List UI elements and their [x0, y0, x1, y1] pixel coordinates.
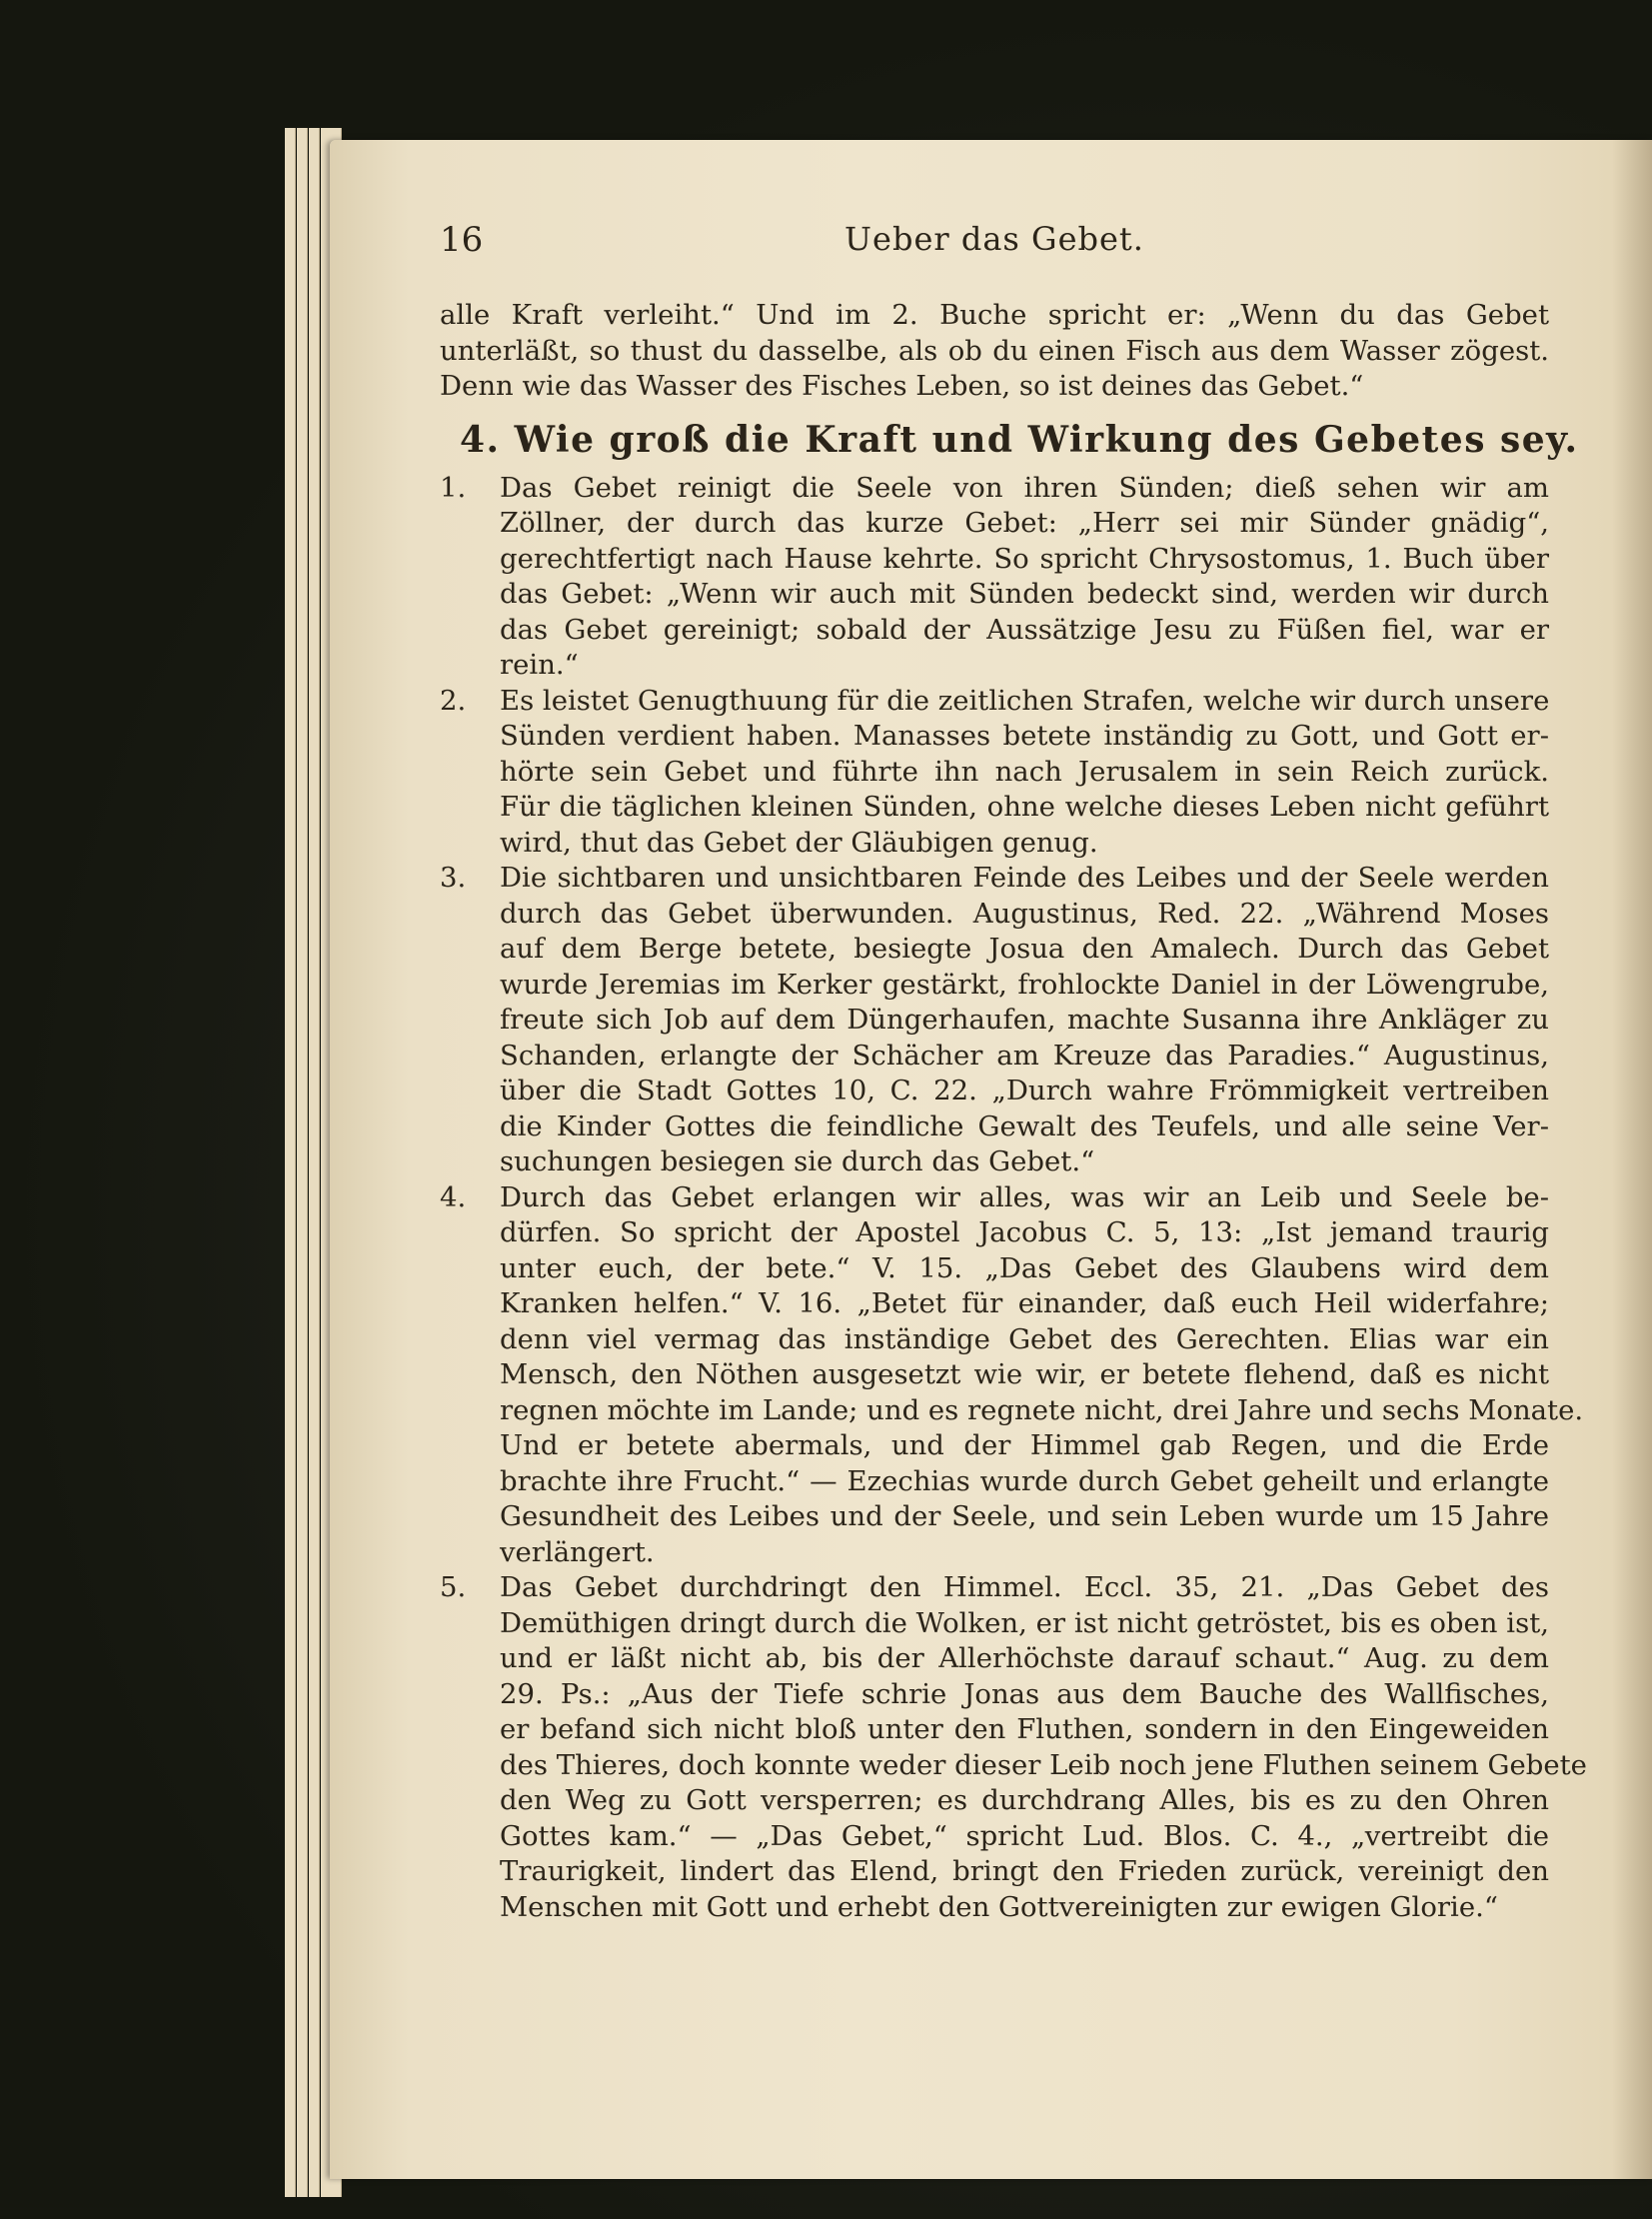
page-edge	[309, 128, 320, 2197]
text-line: Das Gebet reinigt die Seele von ihren Sünden; dieß sehen wir am	[500, 471, 1549, 504]
text-line: Traurigkeit, lindert das Elend, bringt den Frieden zurück, vereinigt den	[500, 1855, 1549, 1887]
intro-paragraph	[440, 298, 1549, 405]
text-line: Demüthigen dringt durch die Wolken, er ist nicht getröstet, bis es oben ist,	[500, 1606, 1549, 1639]
text-line: brachte ihre Frucht.“ — Ezechias wurde durch Gebet geheilt und erlangte	[500, 1464, 1549, 1497]
text-line: suchungen besiegen sie durch das Gebet.“	[500, 1145, 1095, 1177]
text-line: Sünden verdient haben. Manasses betete inständig zu Gott, und Gott er-	[500, 720, 1549, 752]
text-line: den Weg zu Gott versperren; es durchdrang Alles, bis es zu den Ohren	[500, 1784, 1549, 1816]
text-line: und er läßt nicht ab, bis der Allerhöchste darauf schaut.“ Aug. zu dem	[500, 1642, 1549, 1674]
text-line: 29. Ps.: „Aus der Tiefe schrie Jonas aus dem Bauche des Wallfisches,	[500, 1677, 1549, 1710]
running-head	[440, 220, 1549, 280]
text-line: Menschen mit Gott und erhebt den Gottvereinigten zur ewigen Glorie.“	[500, 1890, 1498, 1923]
text-line: denn viel vermag das inständige Gebet des Gerechten. Elias war ein	[500, 1322, 1549, 1355]
item-number: 3.	[440, 862, 467, 894]
text-line: Und er betete abermals, und der Himmel gab Regen, und die Erde	[500, 1429, 1549, 1461]
text-line: freute sich Job auf dem Düngerhaufen, machte Susanna ihre Ankläger zu	[500, 1004, 1549, 1036]
text-line: des Thieres, doch konnte weder dieser Leib noch jene Fluthen seinem Gebete	[500, 1748, 1587, 1781]
text-line: über die Stadt Gottes 10, C. 22. „Durch wahre Frömmigkeit vertreiben	[500, 1075, 1549, 1107]
text-line: Schanden, erlangte der Schächer am Kreuze das Paradies.“ Augustinus,	[500, 1039, 1549, 1072]
page-content	[440, 220, 1587, 1925]
book-page	[330, 140, 1652, 2179]
text-line: verlängert.	[500, 1535, 655, 1568]
list-item	[440, 471, 1549, 684]
spine-shadow	[1612, 140, 1652, 2179]
section-heading: 4. Wie groß die Kraft und Wirkung des Gebetes sey.	[460, 418, 1579, 461]
item-number: 2.	[440, 684, 467, 717]
text-line: unter euch, der bete.“ V. 15. „Das Gebet des Glaubens wird dem	[500, 1251, 1549, 1284]
text-line: Gottes kam.“ — „Das Gebet,“ spricht Lud. Blos. C. 4., „vertreibt die	[500, 1819, 1549, 1852]
text-line: rein.“	[500, 649, 579, 681]
text-line: wird, thut das Gebet der Gläubigen genug.	[500, 826, 1098, 859]
text-line: Das Gebet durchdringt den Himmel. Eccl. 35, 21. „Das Gebet des	[500, 1571, 1549, 1603]
text-line: Die sichtbaren und unsichtbaren Feinde des Leibes und der Seele werden	[500, 862, 1549, 894]
text-line: Gesundheit des Leibes und der Seele, und sein Leben wurde um 15 Jahre	[500, 1500, 1549, 1532]
text-line: Durch das Gebet erlangen wir alles, was wir an Leib und Seele be-	[500, 1180, 1549, 1213]
page-edge	[297, 128, 308, 2197]
list-item	[440, 1180, 1584, 1571]
text-line: Denn wie das Wasser des Fisches Leben, so ist deines das Gebet.“	[440, 370, 1364, 402]
list-item	[440, 684, 1549, 862]
text-line: Kranken helfen.“ V. 16. „Betet für einander, daß euch Heil widerfahre;	[500, 1287, 1549, 1319]
item-number: 5.	[440, 1571, 467, 1603]
text-line: Für die täglichen kleinen Sünden, ohne welche dieses Leben nicht geführt	[500, 791, 1549, 823]
text-line: die Kinder Gottes die feindliche Gewalt des Teufels, und alle seine Ver-	[500, 1110, 1549, 1142]
text-line: das Gebet: „Wenn wir auch mit Sünden bedeckt sind, werden wir durch	[500, 578, 1549, 610]
text-line: gerechtfertigt nach Hause kehrte. So spricht Chrysostomus, 1. Buch über	[500, 542, 1549, 575]
list-item	[440, 1570, 1587, 1925]
text-line: Mensch, den Nöthen ausgesetzt wie wir, er betete flehend, daß es nicht	[500, 1358, 1549, 1390]
text-line: das Gebet gereinigt; sobald der Aussätzige Jesu zu Füßen fiel, war er	[500, 613, 1549, 646]
page-number: 16	[440, 220, 484, 260]
list-item	[440, 861, 1549, 1180]
page-edge	[285, 128, 296, 2197]
text-line: alle Kraft verleiht.“ Und im 2. Buche spricht er: „Wenn du das Gebet	[440, 299, 1549, 331]
text-line: unterläßt, so thust du dasselbe, als ob du einen Fisch aus dem Wasser zögest.	[440, 334, 1549, 367]
text-line: Zöllner, der durch das kurze Gebet: „Herr sei mir Sünder gnädig“,	[500, 507, 1549, 539]
text-line: auf dem Berge betete, besiegte Josua den Amalech. Durch das Gebet	[500, 933, 1549, 965]
header-title: Ueber das Gebet.	[844, 220, 1144, 258]
text-line: hörte sein Gebet und führte ihn nach Jerusalem in sein Reich zurück.	[500, 755, 1549, 788]
text-line: Es leistet Genugthuung für die zeitlichen Strafen, welche wir durch unsere	[500, 684, 1550, 717]
text-line: er befand sich nicht bloß unter den Fluthen, sondern in den Eingeweiden	[500, 1713, 1549, 1745]
item-number: 4.	[440, 1180, 467, 1213]
text-line: regnen möchte im Lande; und es regnete nicht, drei Jahre und sechs Monate.	[500, 1393, 1584, 1426]
text-line: wurde Jeremias im Kerker gestärkt, frohlockte Daniel in der Löwengrube,	[500, 968, 1549, 1001]
text-line: durch das Gebet überwunden. Augustinus, Red. 22. „Während Moses	[500, 897, 1549, 930]
item-number: 1.	[440, 471, 467, 504]
text-line: dürfen. So spricht der Apostel Jacobus C. 5, 13: „Ist jemand traurig	[500, 1216, 1549, 1248]
